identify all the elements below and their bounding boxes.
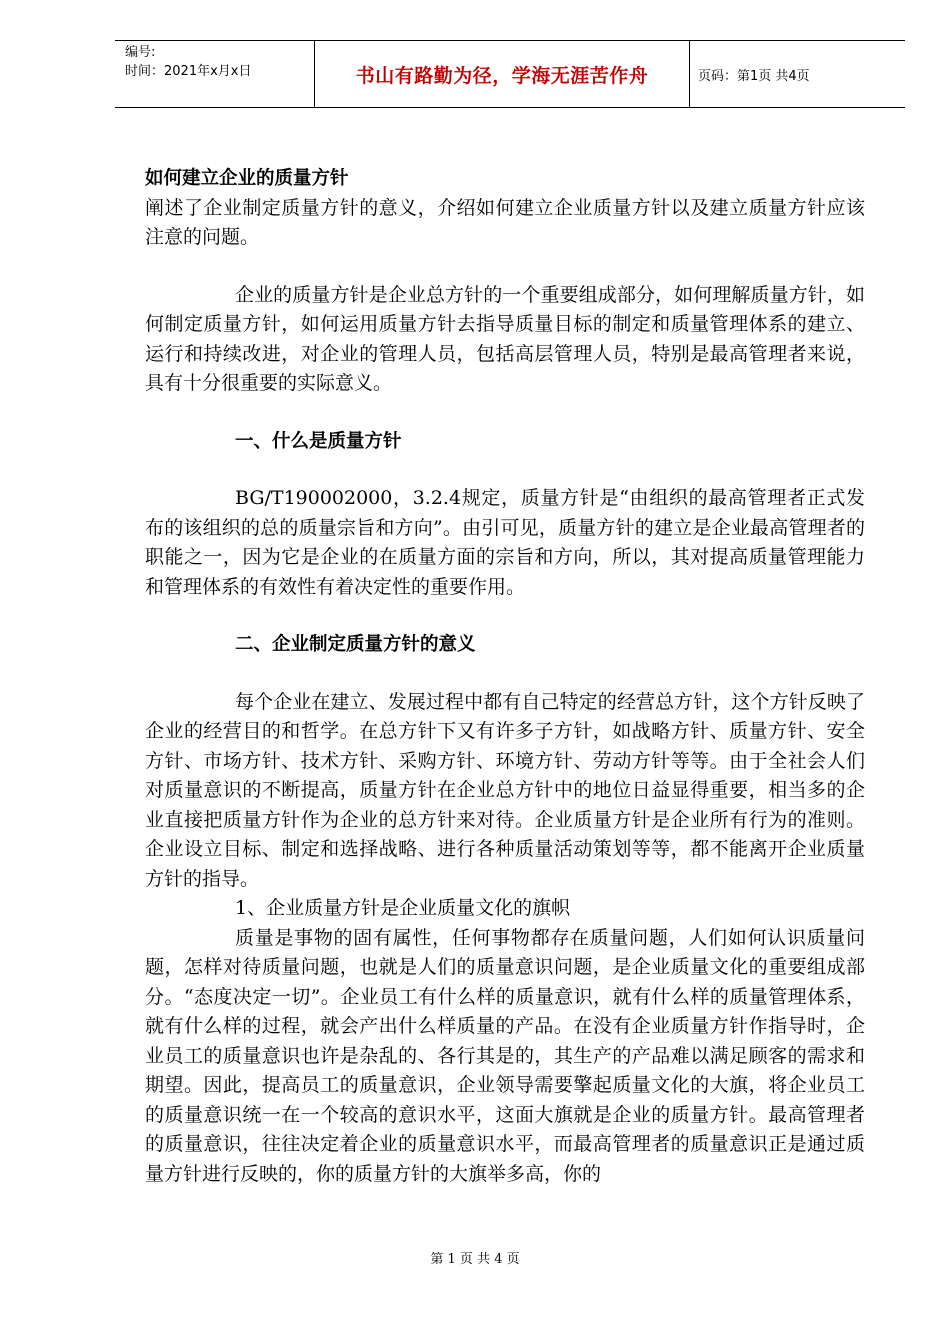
spacer bbox=[145, 660, 865, 688]
spacer bbox=[145, 456, 865, 484]
document-body bbox=[145, 164, 865, 1189]
spacer bbox=[145, 253, 865, 281]
header-page-cell bbox=[690, 41, 905, 107]
header-motto-cell bbox=[315, 41, 690, 107]
document-abstract: 阐述了企业制定质量方针的意义，介绍如何建立企业质量方针以及建立质量方针应该注意的问题。 bbox=[145, 196, 865, 248]
intro-paragraph: 企业的质量方针是企业总方针的一个重要组成部分，如何理解质量方针，如何制定质量方针，如何运用质量方针去指导质量目标的制定和质量管理体系的建立、运行和持续改进，对企业的管理人员，包括高层管理人员，特别是最高管理者来说，具有十分很重要的实际意义。 bbox=[145, 283, 865, 394]
document-time-label: 时间：2021年x月x日 bbox=[125, 64, 252, 79]
spacer bbox=[145, 602, 865, 630]
section-2-paragraph: 每个企业在建立、发展过程中都有自己特定的经营总方针，这个方针反映了企业的经营目的和哲学。在总方针下又有许多子方针，如战略方针、质量方针、安全方针、市场方针、技术方针、采购方针、环境方针、劳动方针等等。由于全社会人们对质量意识的不断提高，质量方针在企业总方针中的地位日益显得重要，相当多的企业直接把质量方针作为企业的总方针来对待。企业质量方针是企业所有行为的准则。企业设立目标、制定和选择战略、进行各种质量活动策划等等，都不能离开企业质量方针的指导。 bbox=[145, 690, 865, 890]
subsection-1-paragraph: 质量是事物的固有属性，任何事物都存在质量问题，人们如何认识质量问题，怎样对待质量问题，也就是人们的质量意识问题，是企业质量文化的重要组成部分。“态度决定一切”。企业员工有什么样的质量意识，就有什么样的质量管理体系，就有什么样的过程，就会产出什么样质量的产品。在没有企业质量方针作指导时，企业员工的质量意识也许是杂乱的、各行其是的，其生产的产品难以满足顾客的需求和期望。因此，提高员工的质量意识，企业领导需要擎起质量文化的大旗，将企业员工的质量意识统一在一个较高的意识水平，这面大旗就是企业的质量方针。最高管理者的质量意识，往往决定着企业的质量意识水平，而最高管理者的质量意识正是通过质量方针进行反映的，你的质量方针的大旗举多高，你的 bbox=[145, 926, 865, 1185]
section-1-heading: 一、什么是质量方针 bbox=[235, 430, 402, 452]
header-meta-cell bbox=[115, 41, 315, 107]
header-motto: 书山有路勤为径，学海无涯苦作舟 bbox=[355, 64, 649, 87]
header-page-info: 页码：第1页 共4页 bbox=[698, 68, 810, 84]
page-header bbox=[115, 40, 905, 108]
spacer bbox=[145, 399, 865, 427]
document-number-label: 编号: bbox=[125, 45, 156, 60]
subsection-1-heading: 1、企业质量方针是企业质量文化的旗帜 bbox=[235, 897, 571, 919]
document-title: 如何建立企业的质量方针 bbox=[145, 168, 349, 189]
page-footer: 第 1 页 共 4 页 bbox=[430, 1252, 520, 1267]
section-2-heading: 二、企业制定质量方针的意义 bbox=[235, 634, 476, 655]
section-1-paragraph: BG/T190002000，3.2.4规定，质量方针是“由组织的最高管理者正式发布的该组织的总的质量宗旨和方向”。由引可见，质量方针的建立是企业最高管理者的职能之一，因为它是企业的在质量方面的宗旨和方向，所以，其对提高质量管理能力和管理体系的有效性有着决定性的重要作用。 bbox=[145, 487, 865, 598]
